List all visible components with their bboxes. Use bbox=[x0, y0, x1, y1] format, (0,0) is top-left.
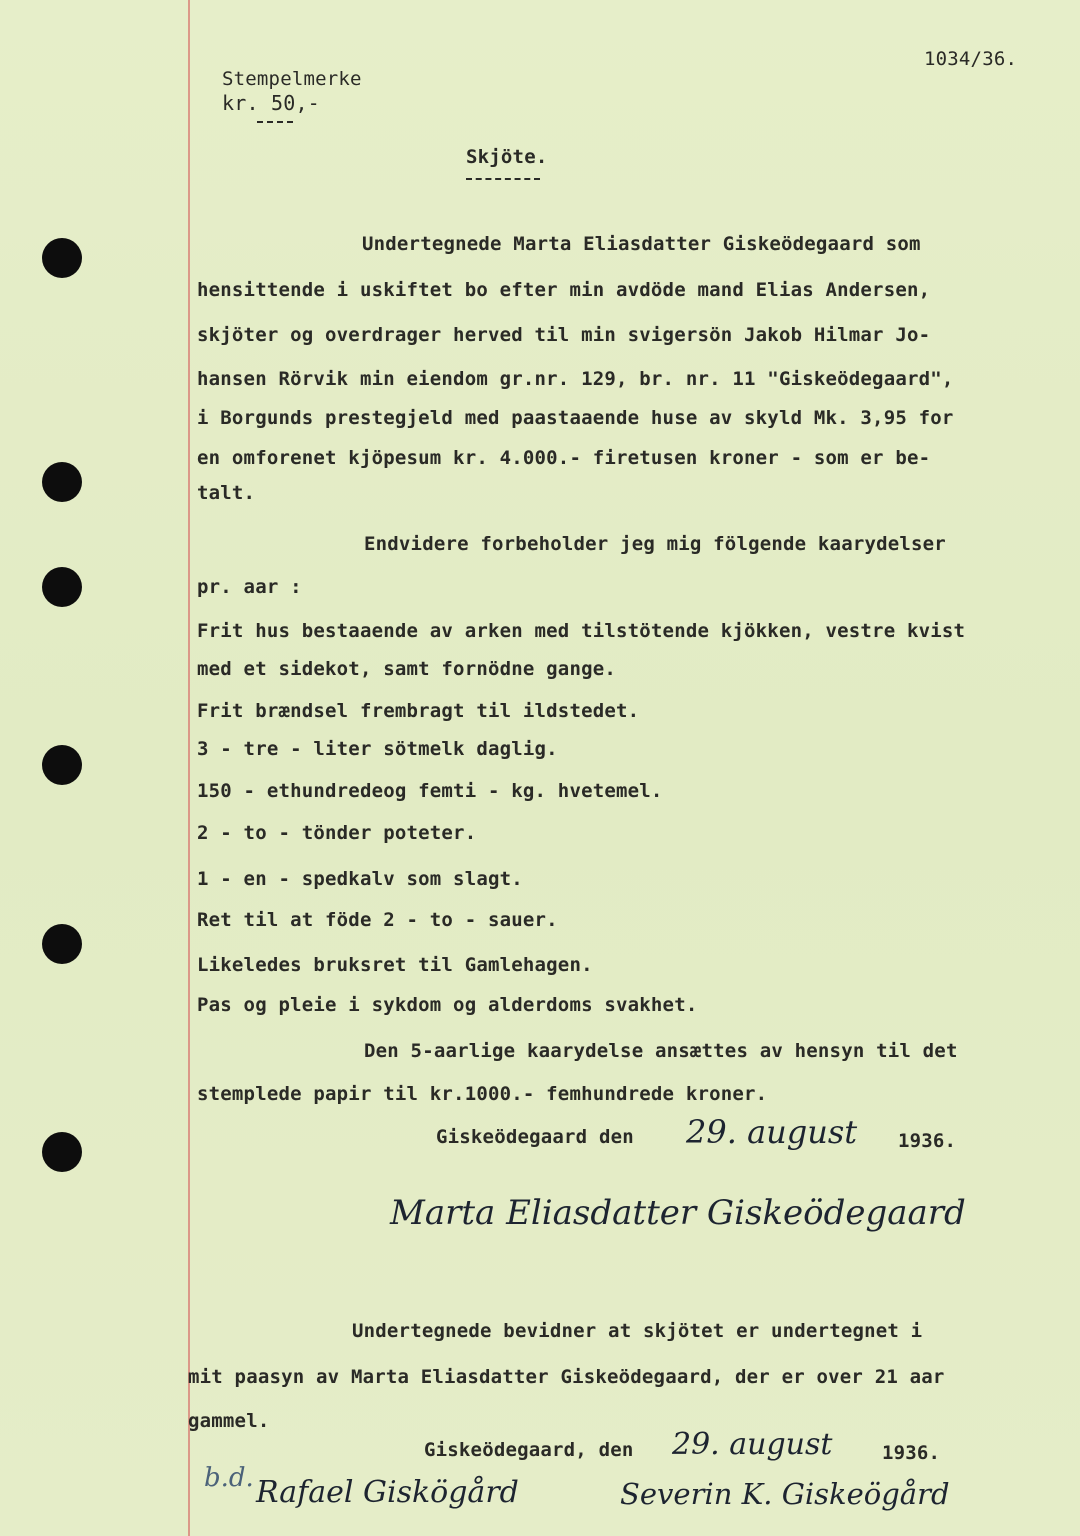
stamp-line-1: Stempelmerke bbox=[222, 68, 362, 90]
stamp-underline bbox=[257, 121, 293, 123]
witness-date-year: 1936. bbox=[882, 1442, 941, 1464]
witness-line: gammel. bbox=[188, 1410, 270, 1432]
stamp-line-2: kr. 50,- bbox=[222, 91, 320, 115]
body-line: Likeledes bruksret til Gamlehagen. bbox=[197, 954, 593, 976]
case-number: 1034/36. bbox=[924, 48, 1018, 70]
punch-hole bbox=[42, 238, 82, 278]
witness-handwritten-date: 29. august bbox=[672, 1427, 833, 1462]
punch-hole bbox=[42, 567, 82, 607]
body-line: 1 - en - spedkalv som slagt. bbox=[197, 868, 523, 890]
punch-hole bbox=[42, 1132, 82, 1172]
body-line: Pas og pleie i sykdom og alderdoms svakhet. bbox=[197, 994, 698, 1016]
date-year: 1936. bbox=[898, 1130, 957, 1152]
body-line: pr. aar : bbox=[197, 576, 302, 598]
body-line: Ret til at föde 2 - to - sauer. bbox=[197, 909, 558, 931]
punch-hole bbox=[42, 745, 82, 785]
body-line: talt. bbox=[197, 482, 256, 504]
date-place: Giskeödegaard den bbox=[436, 1126, 634, 1148]
body-line: 3 - tre - liter sötmelk daglig. bbox=[197, 738, 558, 760]
body-line: Frit hus bestaaende av arken med tilstötende kjökken, vestre kvist bbox=[197, 620, 966, 642]
punch-hole bbox=[42, 924, 82, 964]
body-line: Den 5-aarlige kaarydelse ansættes av hensyn til det bbox=[364, 1040, 958, 1062]
witness-signature-1: Rafael Giskögård bbox=[256, 1475, 519, 1510]
margin-initials: b.d. bbox=[204, 1463, 254, 1493]
handwritten-date: 29. august bbox=[686, 1113, 858, 1151]
witness-date-place: Giskeödegaard, den bbox=[424, 1439, 634, 1461]
body-line: en omforenet kjöpesum kr. 4.000.- firetusen kroner - som er be- bbox=[197, 447, 931, 469]
signature: Marta Eliasdatter Giskeödegaard bbox=[390, 1193, 966, 1233]
body-line: hansen Rörvik min eiendom gr.nr. 129, br. nr. 11 "Giskeödegaard", bbox=[197, 368, 954, 390]
body-line: Frit brændsel frembragt til ildstedet. bbox=[197, 700, 640, 722]
document-title: Skjöte. bbox=[466, 146, 548, 168]
body-line: hensittende i uskiftet bo efter min avdöde mand Elias Andersen, bbox=[197, 279, 931, 301]
witness-signature-2: Severin K. Giskeögård bbox=[620, 1477, 950, 1511]
body-line: Endvidere forbeholder jeg mig fölgende kaarydelser bbox=[364, 533, 946, 555]
witness-line: Undertegnede bevidner at skjötet er undertegnet i bbox=[352, 1320, 923, 1342]
title-underline bbox=[466, 178, 540, 180]
body-line: i Borgunds prestegjeld med paastaaende huse av skyld Mk. 3,95 for bbox=[197, 407, 954, 429]
body-line: Undertegnede Marta Eliasdatter Giskeödegaard som bbox=[362, 233, 921, 255]
punch-hole bbox=[42, 462, 82, 502]
body-line: 150 - ethundredeog femti - kg. hvetemel. bbox=[197, 780, 663, 802]
body-line: med et sidekot, samt fornödne gange. bbox=[197, 658, 617, 680]
body-line: 2 - to - tönder poteter. bbox=[197, 822, 477, 844]
body-line: stemplede papir til kr.1000.- femhundrede kroner. bbox=[197, 1083, 768, 1105]
margin-line bbox=[188, 0, 190, 1536]
witness-line: mit paasyn av Marta Eliasdatter Giskeödegaard, der er over 21 aar bbox=[188, 1366, 945, 1388]
body-line: skjöter og overdrager herved til min svigersön Jakob Hilmar Jo- bbox=[197, 324, 931, 346]
